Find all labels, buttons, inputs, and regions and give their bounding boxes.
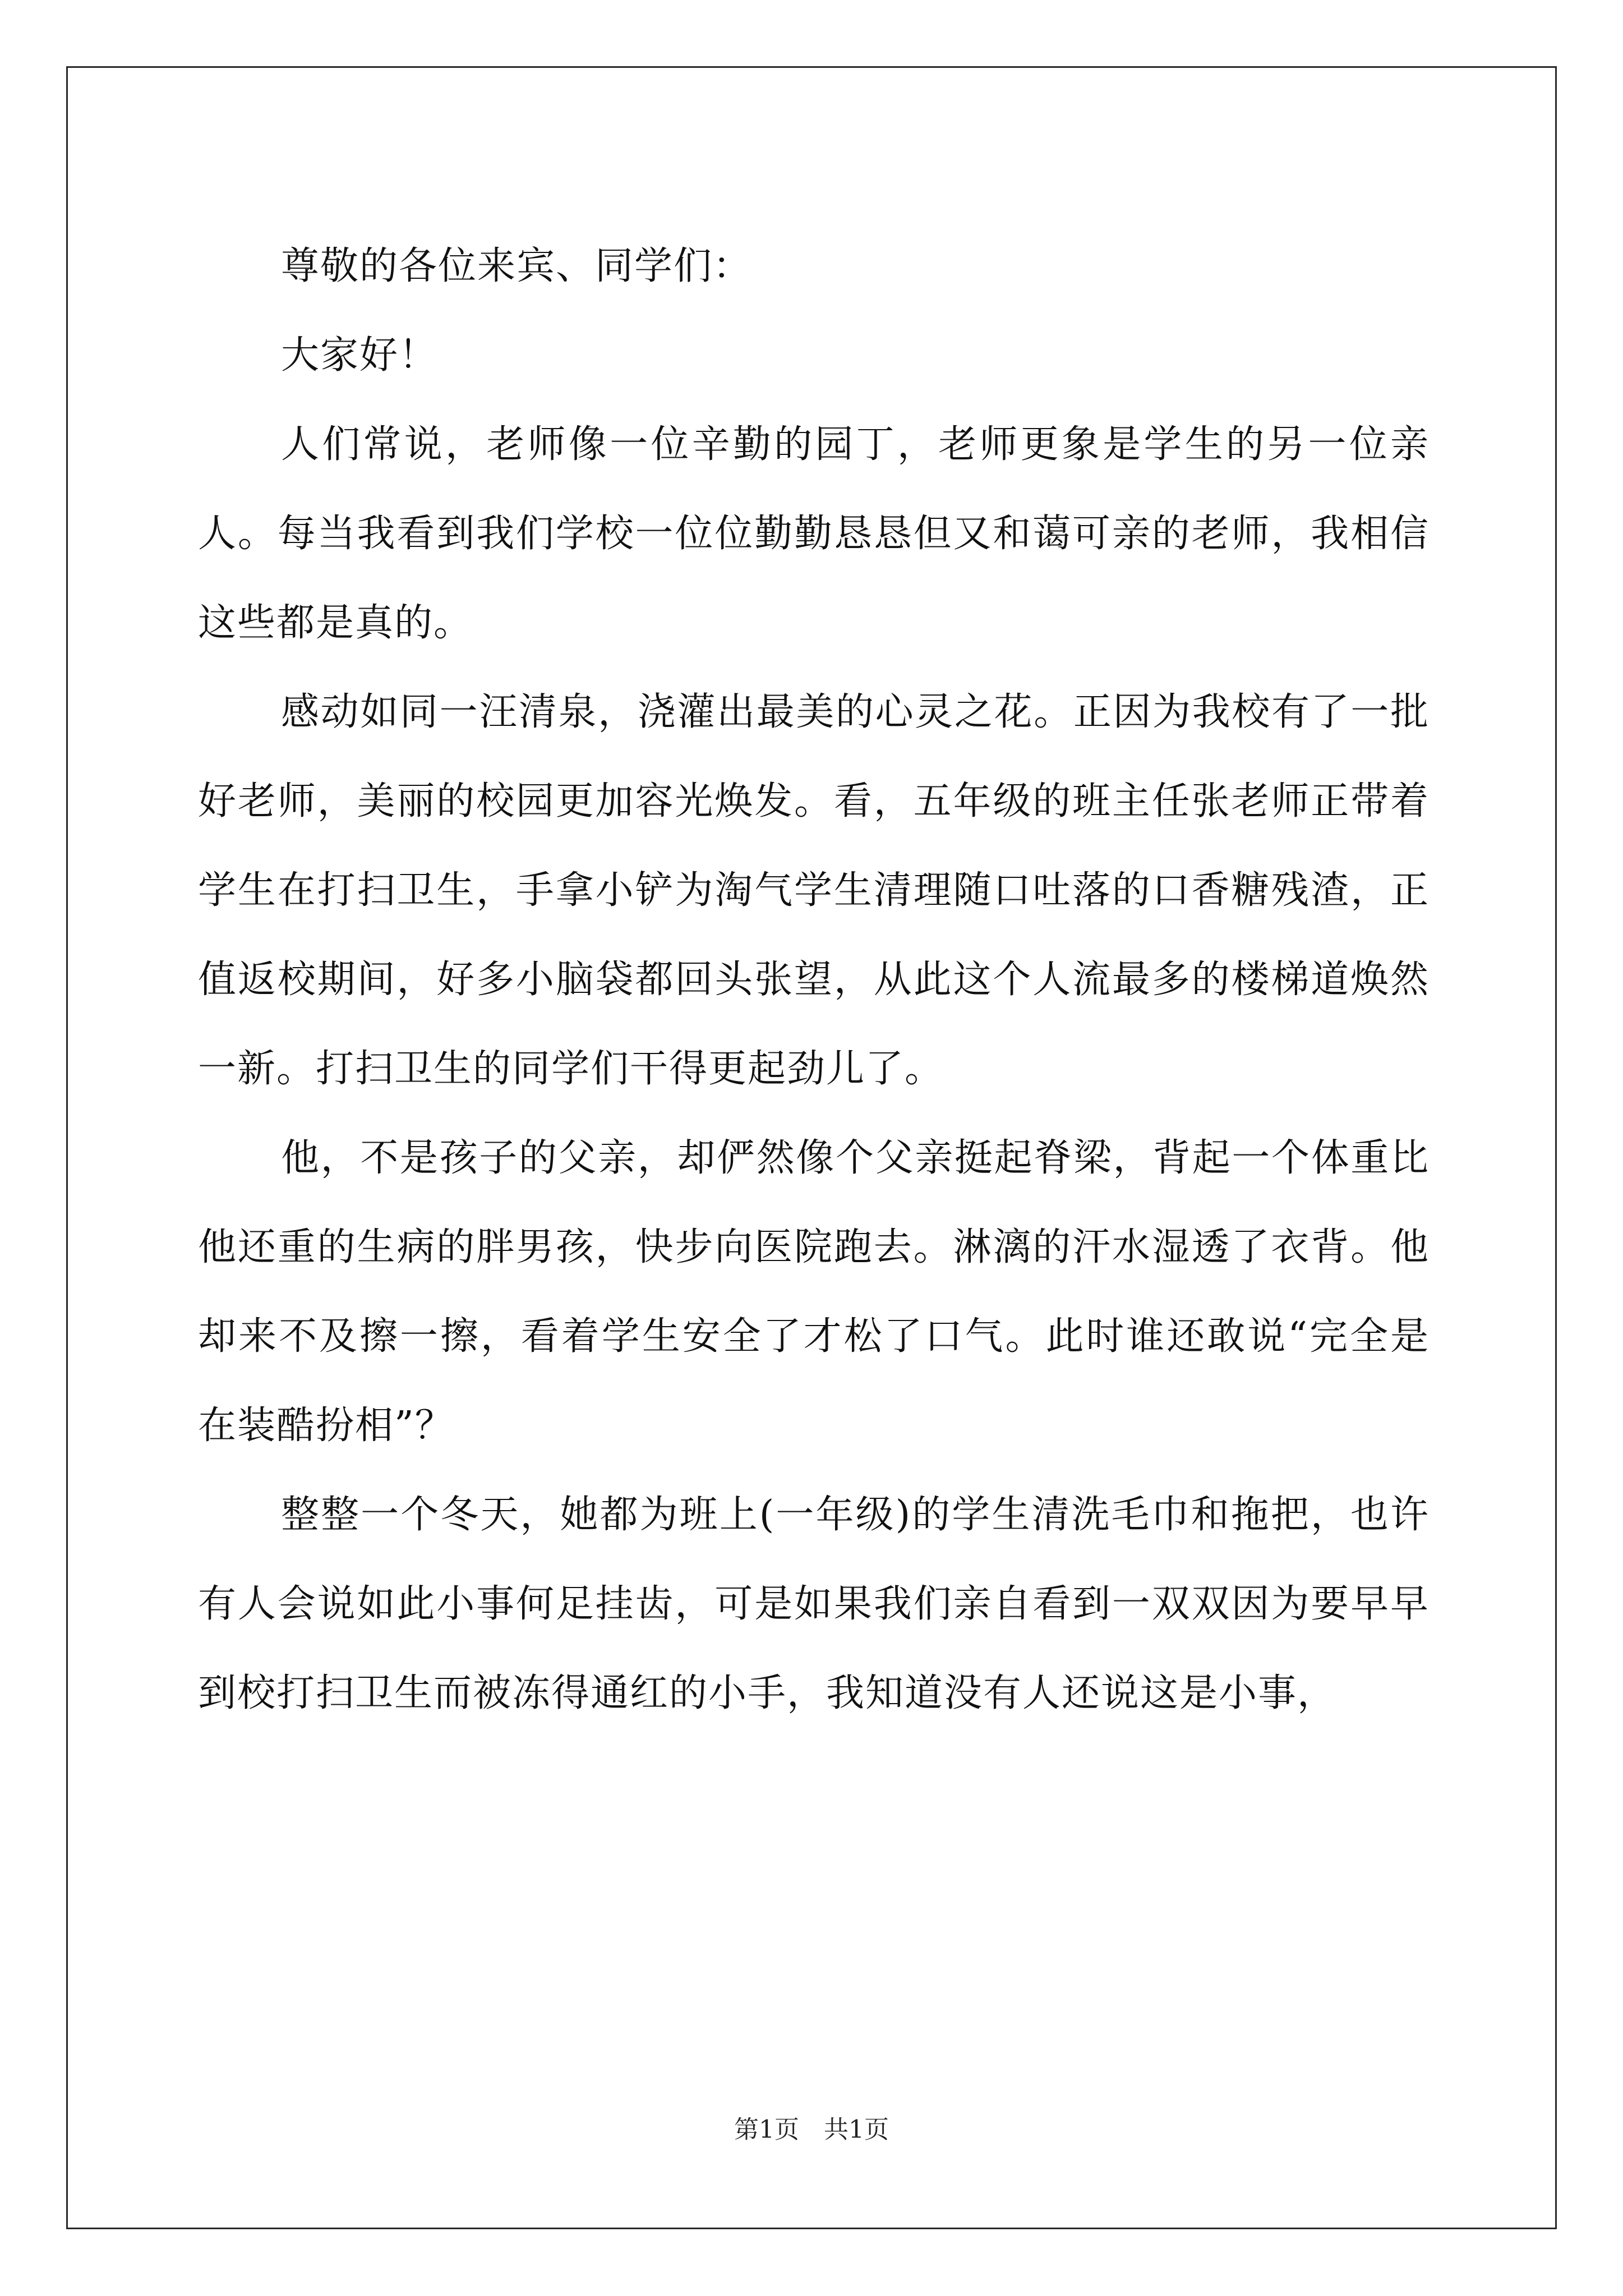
paragraph-2: 感动如同一汪清泉，浇灌出最美的心灵之花。正因为我校有了一批好老师，美丽的校园更加容光焕发。看，五年级的班主任张老师正带着学生在打扫卫生，手拿小铲为淘气学生清理随口吐落的口香糖残渣，正值返校期间，好多小脑袋都回头张望，从此这个人流最多的楼梯道焕然一新。打扫卫生的同学们干得更起劲儿了。 <box>198 690 1430 1091</box>
paragraph-4: 整整一个冬天，她都为班上(一年级)的学生清洗毛巾和拖把，也许有人会说如此小事何足挂齿，可是如果我们亲自看到一双双因为要早早到校打扫卫生而被冻得通红的小手，我知道没有人还说这是小事， <box>198 1493 1430 1715</box>
paragraph-3: 他，不是孩子的父亲，却俨然像个父亲挺起脊梁，背起一个体重比他还重的生病的胖男孩，快步向医院跑去。淋漓的汗水湿透了衣背。他却来不及擦一擦，看着学生安全了才松了口气。此时谁还敢说“完全是在装酷扮相”？ <box>198 1136 1430 1448</box>
page-number-footer: 第1页 共1页 <box>734 2115 889 2144</box>
paragraph-1: 人们常说，老师像一位辛勤的园丁，老师更象是学生的另一位亲人。每当我看到我们学校一位位勤勤恳恳但又和蔼可亲的老师，我相信这些都是真的。 <box>198 422 1430 645</box>
salutation: 尊敬的各位来宾、同学们： <box>281 244 753 288</box>
greeting: 大家好！ <box>281 333 439 378</box>
document-body <box>198 222 1430 1738</box>
